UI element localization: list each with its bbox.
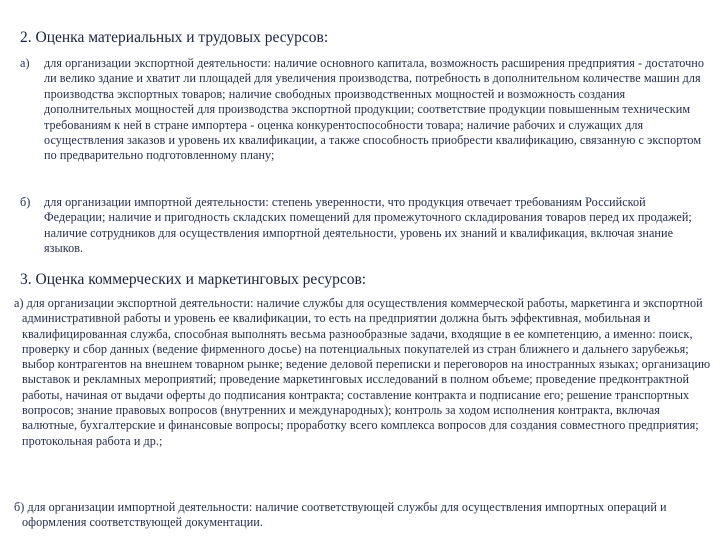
list-marker: б) [14,500,28,514]
section-heading-materials: 2. Оценка материальных и трудовых ресурсов: [20,29,329,46]
list-item-export-commercial [14,296,714,449]
section-heading-commercial: 3. Оценка коммерческих и маркетинговых ресурсов: [20,271,367,288]
list-marker: а) [14,296,27,310]
list-item-import-commercial [14,500,714,531]
list-item-text: для организации экспортной деятельности: наличие основного капитала, возможность расширения предприятия - достаточно ли велико здание и хватит ли площадей для увеличения производства, потребность в дополнительном количестве машин для производства экспортных товаров; наличие свободных производственных мощностей и возможность создания дополнительных мощностей для производства экспортной продукции; соответствие продукции повышенным техническим требованиям к ней в стране импортера - оценка конкурентоспособности товара; наличие рабочих и служащих для осуществления заказов и уровень их квалификации, а также способность приобрести квалификацию, связанную с экспортом по предварительно подготовленному плану; [44,56,705,163]
list-item-export-materials [20,56,705,164]
list-item-import-materials [20,195,705,257]
list-marker: а) [20,56,30,70]
list-item-text: для организации импортной деятельности: наличие соответствующей службы для осуществления импортных операций и оформления соответствующей документации. [22,500,667,530]
list-item-text: для организации импортной деятельности: степень уверенности, что продукция отвечает требованиям Российской Федерации; наличие и пригодность складских помещений для промежуточного складирования товаров перед их продажей; наличие сотрудников для осуществления импортной деятельности, уровень их знаний и квалификация, включая знание языков. [44,195,692,256]
list-item-text: для организации экспортной деятельности: наличие службы для осуществления коммерческой работы, маркетинга и экспортной административной работы и уровень ее квалификации, то есть на предприятии должна быть эффективная, мобильная и квалифицированная служба, способная выполнять весьма разнообразные задачи, входящие в ее компетенцию, а именно: поиск, проверку и сбор данных (ведение фирменного досье) на потенциальных покупателей из стран ближнего и дальнего зарубежья; выбор контрагентов на внешнем товарном рынке; ведение деловой переписки и переговоров на иностранных языках; организацию выставок и рекламных мероприятий; проведение маркетинговых исследований в полном объеме; проведение предконтрактной работы, начиная от выдачи оферты до подписания контракта; составление контракта и подписание его; решение транспортных вопросов; знание правовых вопросов (внутренних и международных); контроль за ходом исполнения контракта, включая валютные, бухгалтерские и финансовые вопросы; проработку всего комплекса вопросов для создания совместного предприятия; протокольная работа и др.; [22,296,711,448]
list-marker: б) [20,195,31,209]
